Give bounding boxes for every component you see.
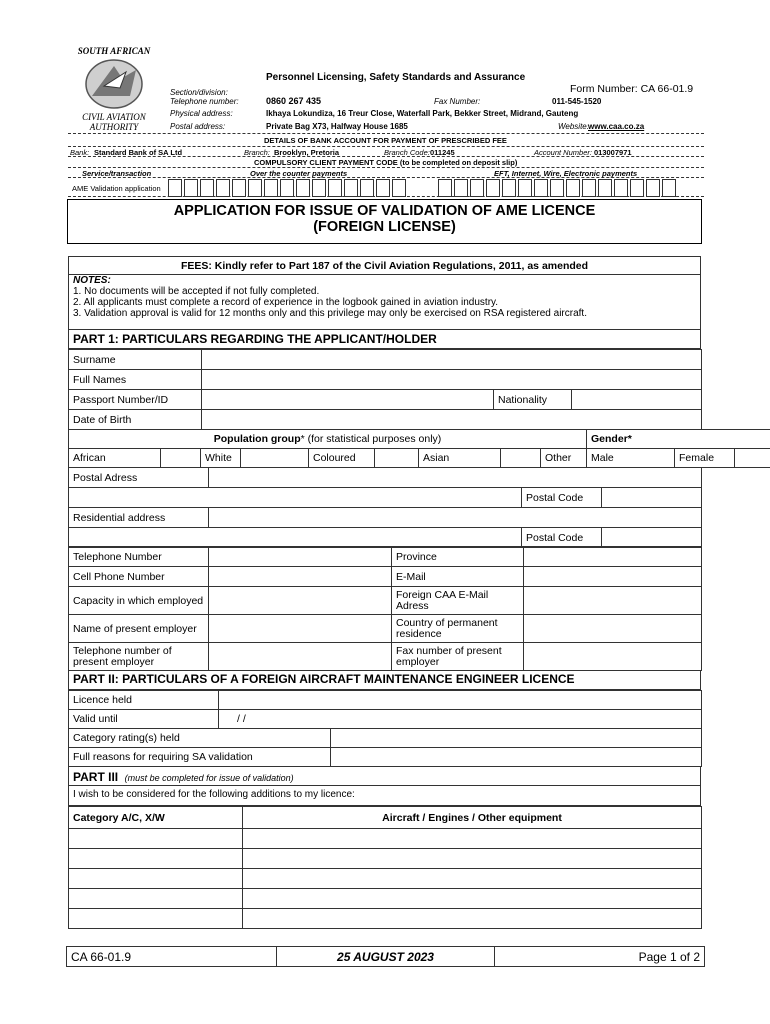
reasons-field[interactable] bbox=[331, 748, 702, 767]
service-row bbox=[68, 167, 704, 178]
surname-label: Surname bbox=[69, 350, 202, 370]
province-field[interactable] bbox=[524, 547, 702, 567]
population-group-header bbox=[69, 430, 587, 449]
aircraft-cell-4[interactable] bbox=[243, 889, 702, 909]
white-label: White bbox=[201, 449, 241, 468]
contact-table bbox=[68, 546, 702, 671]
passport-field[interactable] bbox=[202, 390, 494, 410]
part3-title-row bbox=[68, 766, 701, 786]
form-title: APPLICATION FOR ISSUE OF VALIDATION OF AME LICENCE bbox=[173, 203, 596, 219]
foreign-email-label: Foreign CAA E-Mail Adress bbox=[392, 587, 524, 615]
eft-label: EFT, Internet, Wire, Electronic payments bbox=[494, 169, 638, 178]
part1-table bbox=[68, 349, 702, 390]
telephone-number-label: Telephone Number bbox=[69, 547, 209, 567]
branch-code-label: Branch Code: bbox=[384, 148, 430, 157]
eft-code-boxes[interactable] bbox=[438, 179, 678, 197]
bank-block bbox=[68, 133, 704, 197]
category-cell-1[interactable] bbox=[69, 829, 243, 849]
website-label: Website: bbox=[558, 122, 589, 131]
part3-title: PART III bbox=[73, 770, 119, 784]
capacity-label: Capacity in which employed bbox=[69, 587, 209, 615]
cell-phone-field[interactable] bbox=[209, 567, 392, 587]
full-names-field[interactable] bbox=[202, 370, 702, 390]
aircraft-cell-3[interactable] bbox=[243, 869, 702, 889]
physical-address-label: Physical address: bbox=[170, 109, 233, 118]
telephone-value: 0860 267 435 bbox=[266, 96, 322, 106]
postal-spacer bbox=[69, 488, 209, 508]
female-checkbox[interactable] bbox=[735, 449, 770, 468]
postal-table bbox=[68, 467, 702, 548]
part3-wish: I wish to be considered for the following additions to my licence: bbox=[68, 786, 701, 806]
residential-spacer bbox=[69, 528, 209, 548]
fees-notes-box bbox=[68, 256, 701, 330]
surname-field[interactable] bbox=[202, 350, 702, 370]
fees-text: FEES: Kindly refer to Part 187 of the Civil Aviation Regulations, 2011, as amended bbox=[69, 257, 700, 275]
country-label: Country of permanent residence bbox=[392, 615, 524, 643]
bank-value: Standard Bank of SA Ltd bbox=[94, 148, 183, 157]
dob-label: Date of Birth bbox=[69, 410, 202, 430]
logo-bottom-text-2: AUTHORITY bbox=[89, 122, 139, 132]
fax-label: Fax Number: bbox=[434, 97, 481, 106]
bank-row bbox=[68, 146, 704, 157]
counter-code-boxes[interactable] bbox=[168, 179, 408, 197]
dob-field[interactable] bbox=[202, 410, 702, 430]
website-link[interactable]: www.caa.co.za bbox=[588, 122, 645, 131]
reasons-label: Full reasons for requiring SA validation bbox=[69, 748, 331, 767]
nationality-label: Nationality bbox=[494, 390, 572, 410]
footer-date: 25 AUGUST 2023 bbox=[277, 947, 495, 967]
nationality-field[interactable] bbox=[572, 390, 702, 410]
gender-label: Gender* bbox=[587, 430, 770, 449]
valid-until-field[interactable]: / / bbox=[219, 710, 702, 729]
aircraft-cell-1[interactable] bbox=[243, 829, 702, 849]
residential-postal-code-field[interactable] bbox=[602, 528, 702, 548]
aircraft-column-header: Aircraft / Engines / Other equipment bbox=[243, 807, 702, 829]
postal-address-value: Private Bag X73, Halfway House 1685 bbox=[266, 122, 408, 131]
note-3: 3. Validation approval is valid for 12 months only and this privilege may only be exercised on RSA registered aircraft. bbox=[73, 308, 587, 319]
footer-table bbox=[66, 946, 705, 967]
residential-field[interactable] bbox=[209, 508, 702, 528]
branch-label: Branch: bbox=[244, 148, 270, 157]
other-label: Other bbox=[541, 449, 587, 468]
postal-code-label: Postal Code bbox=[522, 488, 602, 508]
category-cell-4[interactable] bbox=[69, 889, 243, 909]
valid-until-label: Valid until bbox=[69, 710, 219, 729]
section-label: Section/division: bbox=[170, 88, 228, 97]
cell-phone-label: Cell Phone Number bbox=[69, 567, 209, 587]
form-title-box bbox=[67, 199, 702, 244]
province-label: Province bbox=[392, 547, 524, 567]
passport-table bbox=[68, 389, 702, 410]
logo-bottom-text-1: CIVIL AVIATION bbox=[82, 112, 146, 122]
form-subtitle: (FOREIGN LICENSE) bbox=[313, 219, 456, 235]
african-checkbox[interactable] bbox=[161, 449, 201, 468]
licence-held-label: Licence held bbox=[69, 691, 219, 710]
tel-employer-label: Telephone number of present employer bbox=[69, 643, 209, 671]
fax-employer-field[interactable] bbox=[524, 643, 702, 671]
part2-title: PART II: PARTICULARS OF A FOREIGN AIRCRAFT MAINTENANCE ENGINEER LICENCE bbox=[68, 670, 701, 690]
postal-address-label: Postal address: bbox=[170, 122, 226, 131]
capacity-field[interactable] bbox=[209, 587, 392, 615]
asian-checkbox[interactable] bbox=[501, 449, 541, 468]
coloured-checkbox[interactable] bbox=[375, 449, 419, 468]
category-cell-5[interactable] bbox=[69, 909, 243, 929]
licence-held-field[interactable] bbox=[219, 691, 702, 710]
account-value: 013007971 bbox=[594, 148, 632, 157]
residential-label: Residential address bbox=[69, 508, 209, 528]
payment-code-title: COMPULSORY CLIENT PAYMENT CODE (to be completed on deposit slip) bbox=[254, 158, 518, 167]
logo-top-text: SOUTH AFRICAN bbox=[77, 46, 151, 56]
postal-code-field[interactable] bbox=[602, 488, 702, 508]
dob-table bbox=[68, 409, 702, 430]
telephone-number-field[interactable] bbox=[209, 547, 392, 567]
branch-code-value: 011245 bbox=[430, 148, 455, 157]
female-label: Female bbox=[675, 449, 735, 468]
african-label: African bbox=[69, 449, 161, 468]
footer-page: Page 1 of 2 bbox=[495, 947, 705, 967]
white-checkbox[interactable] bbox=[241, 449, 309, 468]
footer-form-code: CA 66-01.9 bbox=[67, 947, 277, 967]
notes-heading: NOTES: bbox=[73, 275, 111, 286]
part1-title: PART 1: PARTICULARS REGARDING THE APPLICANT/HOLDER bbox=[68, 330, 701, 349]
bank-label: Bank: bbox=[70, 148, 90, 157]
category-rating-field[interactable] bbox=[331, 729, 702, 748]
fax-employer-label: Fax number of present employer bbox=[392, 643, 524, 671]
caa-logo bbox=[64, 46, 164, 134]
postal-adress-label: Postal Adress bbox=[69, 468, 209, 488]
country-field[interactable] bbox=[524, 615, 702, 643]
part2-table bbox=[68, 690, 702, 767]
foreign-email-field[interactable] bbox=[524, 587, 702, 615]
note-2: 2. All applicants must complete a record of experience in the logbook gained in aviation industry. bbox=[73, 297, 499, 308]
full-names-label: Full Names bbox=[69, 370, 202, 390]
category-rating-label: Category rating(s) held bbox=[69, 729, 331, 748]
email-label: E-Mail bbox=[392, 567, 524, 587]
asian-label: Asian bbox=[419, 449, 501, 468]
residential-field-2[interactable] bbox=[209, 528, 522, 548]
form-number: Form Number: CA 66-01.9 bbox=[570, 83, 694, 95]
employer-label: Name of present employer bbox=[69, 615, 209, 643]
department-title: Personnel Licensing, Safety Standards and Assurance bbox=[266, 72, 526, 83]
branch-value: Brooklyn, Pretoria bbox=[274, 148, 340, 157]
population-group-label: Population group bbox=[213, 433, 301, 445]
passport-label: Passport Number/ID bbox=[69, 390, 202, 410]
category-column-header: Category A/C, X/W bbox=[69, 807, 243, 829]
employer-field[interactable] bbox=[209, 615, 392, 643]
coloured-label: Coloured bbox=[309, 449, 375, 468]
postal-adress-field-2[interactable] bbox=[209, 488, 522, 508]
aircraft-cell-2[interactable] bbox=[243, 849, 702, 869]
population-group-note: * (for statistical purposes only) bbox=[300, 433, 442, 445]
counter-label: Over the counter payments bbox=[250, 169, 348, 178]
part3-note: (must be completed for issue of validation) bbox=[124, 773, 294, 783]
email-field[interactable] bbox=[524, 567, 702, 587]
ame-application-label: AME Validation application bbox=[72, 184, 161, 193]
part3-table bbox=[68, 806, 702, 929]
account-label: Account Number: bbox=[534, 148, 592, 157]
telephone-label: Telephone number: bbox=[170, 97, 239, 106]
physical-address-value: Ikhaya Lokundiza, 16 Treur Close, Waterfall Park, Bekker Street, Midrand, Gauteng bbox=[266, 109, 579, 118]
aircraft-cell-5[interactable] bbox=[243, 909, 702, 929]
tel-employer-field[interactable] bbox=[209, 643, 392, 671]
fax-value: 011-545-1520 bbox=[552, 97, 602, 106]
service-label: Service/transaction bbox=[82, 169, 152, 178]
bank-title: DETAILS OF BANK ACCOUNT FOR PAYMENT OF PRESCRIBED FEE bbox=[264, 136, 507, 145]
category-cell-2[interactable] bbox=[69, 849, 243, 869]
male-label: Male bbox=[587, 449, 675, 468]
note-1: 1. No documents will be accepted if not fully completed. bbox=[73, 286, 320, 297]
category-cell-3[interactable] bbox=[69, 869, 243, 889]
logo-emblem-icon bbox=[64, 56, 164, 112]
population-table bbox=[68, 429, 770, 468]
residential-postal-code-label: Postal Code bbox=[522, 528, 602, 548]
postal-adress-field[interactable] bbox=[209, 468, 702, 488]
